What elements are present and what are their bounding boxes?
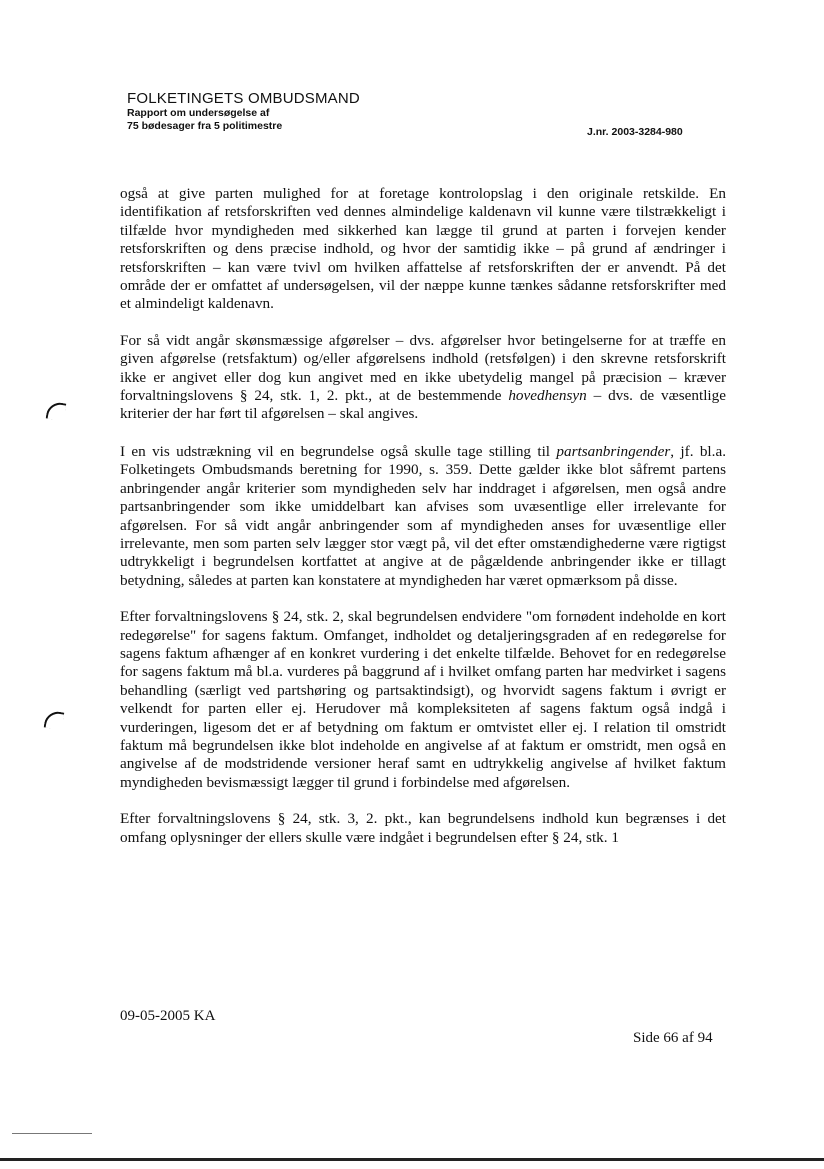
paragraph — [120, 332, 726, 424]
paragraph-text: For så vidt angår skønsmæssige afgørelser – dvs. afgørelser hvor betingelserne for at træffe en given afgørelse (retsfaktum) og/eller afgørelsens indhold (retsfølgen) i den skrevne retsforskrift ikke er angivet eller dog kun angivet med en ikke ubetydelig mangel på præcision – kræver forvaltningslovens § 24, stk. 1, 2. pkt., at de bestemmende — [120, 331, 726, 405]
report-title-line2: 75 bødesager fra 5 politimestre — [127, 120, 283, 132]
footer-date: 09-05-2005 KA — [120, 1008, 216, 1024]
paragraph-text: I en vis udstrækning vil en begrundelse også skulle tage stilling til — [120, 442, 557, 460]
divider — [12, 1133, 92, 1134]
paragraph-text: – dvs. de væsentlige kriterier der har ført til afgørelsen – skal angives. — [120, 387, 726, 423]
paragraph — [120, 443, 726, 590]
paragraph: Efter forvaltningslovens § 24, stk. 2, skal begrundelsen endvidere "om fornødent indeholde en kort redegørelse" for sagens faktum. Omfanget, indholdet og detaljeringsgraden af en redegørelse for sagens faktum afhænger af en konkret vurdering i det enkelte tilfælde. Behovet for en redegørelse for sagens faktum må bl.a. vurderes på baggrund af i hvilket omfang parten har medvirket i sagens behandling (særligt ved partshøring og partsaktindsigt), og hvorvidt sagens faktum i øvrigt er velkendt for parten eller ej. Herudover må kompleksiteten af sagens faktum også indgå i vurderingen, ligesom det er af betydning om faktum er omtvistet eller ej. I relation til omstridt faktum må begrundelsen ikke blot indeholde en angivelse af at faktum er omstridt, men også en angivelse af de modstridende versioner heraf samt en udtrykkelig angivelse af hvilket faktum myndigheden bevismæssigt lægger til grund i forbindelse med afgørelsen. — [120, 608, 726, 791]
margin-mark-icon — [44, 710, 65, 731]
emphasized-term: partsanbringender — [556, 442, 671, 460]
paragraph-text: , jf. bl.a. Folketingets Ombudsmands beretning for 1990, s. 359. Dette gælder ikke blot såfremt partens anbringender angår kriterier som myndigheden selv har inddraget i afgørelsen, men også andre partsanbringender som ikke umiddelbart kan afvises som uvæsentlige eller irrelevante for afgørelsen. For så vidt angår anbringender som af myndigheden anses for uvæsentlige eller irrelevante, men som parten selv lægger stor vægt på, vil det efter omstændighederne være rigtigst udtrykkeligt i begrundelsen kortfattet at angive at de pågældende anbringender ikke er tillagt betydning, således at parten kan konstatere at myndigheden har været opmærksom på disse. — [120, 442, 726, 589]
paragraph: også at give parten mulighed for at foretage kontrolopslag i den originale retskilde. En identifikation af retsforskriften ved dennes almindelige kaldenavn vil kunne være tilstrækkeligt i tilfælde hvor myndigheden med sikkerhed kan lægge til grund at parten i forvejen kender retsforskriften og dens præcise indhold, og hvor der samtidig ikke – på grund af ændringer i retsforskriften – kan være tvivl om hvilken affattelse af retsforskriften der er anvendt. På det område der er omfattet af undersøgelsen, vil der næppe kunne tænkes sådanne retsforskrifter med et almindeligt kaldenavn. — [120, 185, 726, 313]
page-number: Side 66 af 94 — [633, 1030, 713, 1046]
journal-number: J.nr. 2003-3284-980 — [587, 126, 683, 138]
organization-name: FOLKETINGETS OMBUDSMAND — [127, 90, 360, 107]
paragraph: Efter forvaltningslovens § 24, stk. 3, 2. pkt., kan begrundelsens indhold kun begrænses i det omfang oplysninger der ellers skulle være indgået i begrundelsen efter § 24, stk. 1 — [120, 810, 726, 846]
report-title-line1: Rapport om undersøgelse af — [127, 107, 270, 119]
emphasized-term: hovedhensyn — [508, 387, 587, 405]
page-bottom-rule — [0, 1158, 824, 1161]
margin-mark-icon — [46, 401, 67, 422]
document-body — [120, 185, 726, 865]
